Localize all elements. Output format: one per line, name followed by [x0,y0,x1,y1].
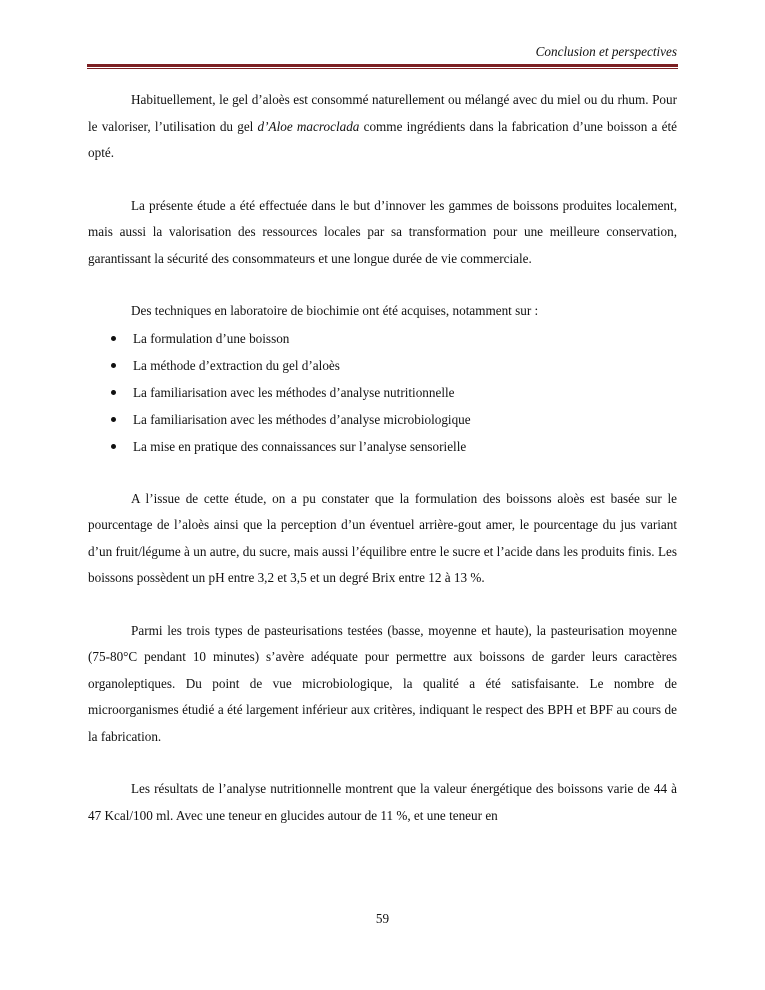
list-item-text: La mise en pratique des connaissances sur l’analyse sensorielle [133,438,467,454]
paragraph-pasteurisation: Parmi les trois types de pasteurisations testées (basse, moyenne et haute), la pasteurisation moyenne (75-80°C pendant 10 minutes) s’avère adéquate pour permettre aux boissons de garder leurs caractères organoleptiques. Du point de vue microbiologique, la qualité a été satisfaisante. Le nombre de microorganismes étudié a été largement inférieur aux critères, indiquant le respect des BPH et BPF au cours de la fabrication. [88,622,677,744]
list-item-text: La méthode d’extraction du gel d’aloès [133,357,340,373]
list-item [88,406,677,433]
list-item [88,325,677,352]
header-rule-thin [87,68,678,69]
header-rule [87,64,678,67]
paragraph-intro-text-end: comme ingrédients dans la fabrication d’une boisson a été opté. [88,118,677,160]
list-item [88,352,677,379]
list-item [88,379,677,406]
paragraph-study-aim: La présente étude a été effectuée dans le but d’innover les gammes de boissons produites localement, mais aussi la valorisation des ressources locales par sa transformation pour une meilleure conservation, garantissant la sécurité des consommateurs et une longue durée de vie commerciale. [88,197,677,266]
species-name: d’Aloe macroclada [257,118,360,134]
list-item-text: La familiarisation avec les méthodes d’analyse nutritionnelle [133,384,455,400]
list-item-text: La formulation d’une boisson [133,330,290,346]
list-item [88,433,677,460]
paragraph-techniques-intro: Des techniques en laboratoire de biochimie ont été acquises, notamment sur : [131,303,539,318]
bullet-icon [111,444,116,449]
paragraph-nutrition: Les résultats de l’analyse nutritionnelle montrent que la valeur énergétique des boissons varie de 44 à 47 Kcal/100 ml. Avec une teneur en glucides autour de 11 %, et une teneur en [88,781,677,823]
page-body [88,87,677,829]
page-number: 59 [375,911,390,926]
list-item-text: La familiarisation avec les méthodes d’analyse microbiologique [133,411,471,427]
bullet-icon [111,417,116,422]
bullet-icon [111,336,116,341]
bullet-icon [111,363,116,368]
paragraph-formulation-results: A l’issue de cette étude, on a pu constater que la formulation des boissons aloès est basée sur le pourcentage de l’aloès ainsi que la perception d’un éventuel arrière-gout amer, le pourcentage du jus variant d’un fruit/légume à un autre, du sucre, mais aussi l’équilibre entre le sucre et l’acide dans les produits finis. Les boissons possèdent un pH entre 3,2 et 3,5 et un degré Brix entre 12 à 13 %. [88,490,677,585]
paragraph-intro [88,87,677,167]
running-header-title: Conclusion et perspectives [535,44,677,59]
techniques-list [88,325,677,460]
paragraph-intro-text-start: Habituellement, le gel d’aloès est consommé naturellement ou mélangé avec du miel ou du rhum. Pour le valoriser, l’utilisation du gel [88,92,677,134]
bullet-icon [111,390,116,395]
